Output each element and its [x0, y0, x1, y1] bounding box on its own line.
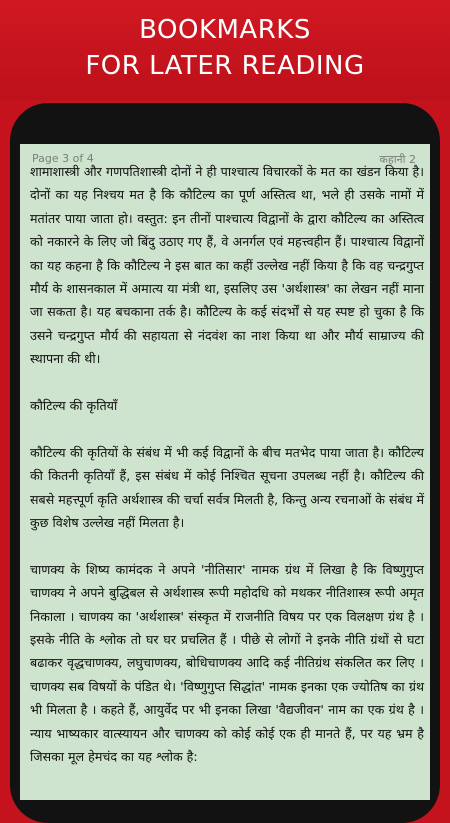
promo-title-line1: BOOKMARKS [139, 15, 311, 45]
section-heading: कौटिल्य की कृतियाँ [30, 398, 118, 414]
page-indicator: Page 3 of 4 [32, 152, 94, 165]
promo-banner [0, 0, 450, 100]
chapter-label: कहानी 2 [379, 153, 416, 166]
reader-text[interactable] [30, 160, 424, 769]
paragraph: कौटिल्य की कृतियों के संबंध में भी कई विद्वानों के बीच मतभेद पाया जाता है। कौटिल्य की कितनी कृतियाँ हैं, इस संबंध में कोई निश्चित सूचना उपलब्ध नहीं है। कौटिल्य की सबसे महत्त्पूर्ण कृति अर्थशास्त्र की चर्चा सर्वत्र मिलती है, किन्तु अन्य रचनाओं के संबंध में कुछ विशेष उल्लेख नहीं मिलता है। [30, 444, 424, 531]
reader-screen[interactable] [20, 144, 430, 800]
paragraph-gap [30, 371, 424, 394]
paragraph-gap [30, 417, 424, 440]
promo-title-line2: FOR LATER READING [85, 51, 365, 81]
paragraph: शामाशास्त्री और गणपतिशास्त्री दोनों ने ही पाश्चात्य विचारकों के मत का खंडन किया है। दोनों का यह निश्चय मत है कि कौटिल्य का पूर्ण अस्तित्व था, भले ही उसके नामों में मतांतर पाया जाता हो। वस्तुत: इन तीनों पाश्चात्य विद्वानों के द्वारा कौटिल्य का अस्तित्व को नकारने के लिए जो बिंदु उठाए गए हैं, वे अनर्गल एवं महत्त्वहीन हैं। पाश्चात्य विद्वानों का यह कहना है कि कौटिल्य ने इस बात का कहीं उल्लेख नहीं किया है कि वह चन्द्रगुप्त मौर्य के शासनकाल में अमात्य या मंत्री था, इसलिए उस 'अर्थशास्त्र' का लेखन नहीं माना जा सकता है। यह बचकाना तर्क है। कौटिल्य के कई संदर्भों से यह स्पष्ट हो चुका है कि उसने चन्द्रगुप्त मौर्य की सहायता से नंदवंश का नाश किया था और मौर्य साम्राज्य की स्थापना की थी। [30, 164, 424, 367]
paragraph-gap [30, 534, 424, 557]
paragraph: चाणक्य के शिष्य कामंदक ने अपने 'नीतिसार' नामक ग्रंथ में लिखा है कि विष्णुगुप्त चाणक्य ने अपने बुद्धिबल से अर्थशास्त्र रूपी महोदधि को मथकर नीतिशास्त्र रूपी अमृत निकाला । चाणक्य का 'अर्थशास्त्र' संस्कृत में राजनीति विषय पर एक विलक्षण ग्रंथ है । इसके नीति के श्लोक तो घर घर प्रचलित हैं । पीछे से लोगों ने इनके नीति ग्रंथों से घटा बढाकर वृद्धचाणक्य, लघुचाणक्य, बोधिचाणक्य आदि कई नीतिग्रंथ संकलित कर लिए । चाणक्य सब विषयों के पंडित थे। 'विष्णुगुप्त सिद्धांत' नामक इनका एक ज्योतिष का ग्रंथ भी मिलता है । कहते हैं, आयुर्वेद पर भी इनका लिखा 'वैद्यजीवन' नाम का एक ग्रंथ है । न्याय भाष्यकार वात्स्यायन और चाणक्य को कोई कोई एक ही मानते हैं, पर यह भ्रम है जिसका मूल हेमचंद का यह श्लोक है: [30, 561, 424, 765]
